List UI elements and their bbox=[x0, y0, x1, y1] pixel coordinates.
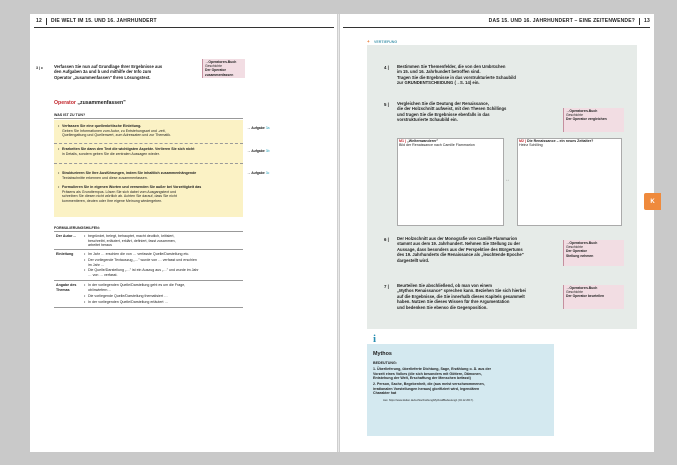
table-cell: • begründet, belegt, behauptet, macht deutlich, kritisiert, beschreibt, erläutert, erklärt, definiert, fasst zusammen, arbeitet heraus bbox=[88, 234, 238, 248]
task-number: 3 | c bbox=[36, 66, 43, 70]
table-cell: • Die Quelle/Darstellung „…" ist ein Auszug aus „…" und wurde im Jahr … von … verfasst. bbox=[88, 268, 238, 277]
table-cell: • In der vorliegenden Quelle/Darstellung erläutert … bbox=[88, 300, 238, 305]
formulation-heading: FORMULIERUNGSHILFEN: bbox=[54, 226, 100, 230]
info-item-2: 2. Person, Sache, Begebenheit, die (aus meist verschwommenen, irrationalen Vorstellungen heraus) glorifiziert wird, legendären Charakter hat bbox=[373, 382, 485, 396]
operator-book-ref[interactable]: →Operatoren-Buch Geschichte Der Operator zusammenfassen bbox=[202, 59, 245, 78]
table-cell: • Der vorliegende Textauszug „…" wurde von … verfasst und erschien im Jahr … bbox=[88, 258, 238, 267]
step-item: • Verfassen Sie eine quellenkritische Einleitung. Geben Sie Informationen zum Autor, zu Entstehungsart und -zeit, Quellengattung und Quellenwert, zum Adressaten und zur Thematik. bbox=[62, 124, 237, 138]
arrow-icon: → bbox=[566, 109, 570, 113]
table-cell: • Im Jahr … erschien die von … verfasste Quelle/Darstellung etc. bbox=[88, 252, 238, 257]
table-rule bbox=[54, 280, 243, 281]
table-row-label: Der Autor… bbox=[56, 234, 77, 238]
info-title: Mythos bbox=[373, 351, 392, 357]
operator-book-ref[interactable]: →Operatoren-Buch Geschichte Der Operator vergleichen bbox=[563, 108, 624, 132]
right-header-title: DAS 15. UND 16. JAHRHUNDERT – EINE ZEITENWENDE? bbox=[488, 18, 636, 24]
side-ref-3c[interactable]: → Aufgabe 3c bbox=[247, 171, 270, 175]
m2-frame bbox=[517, 138, 622, 226]
header-divider bbox=[46, 18, 47, 25]
arrow-icon: → bbox=[566, 241, 570, 245]
right-header-rule bbox=[343, 27, 650, 28]
step-item: • Formulieren Sie in eigenen Worten und verwenden Sie außer bei Vorzeitigkeit das Präsens als Grundtempus. Lösen Sie sich dabei vom Ausgangstext und schreiben Sie diesen nicht wörtlich ab. Achten Sie darauf, dass Sie nicht kommentieren, deuten oder Ihre eigene Meinung wiedergeben. bbox=[62, 185, 237, 203]
task-3c-text: Verfassen Sie nun auf Grundlage Ihrer Ergebnisse aus den Aufgaben 3a und b und mithilfe der Info zum Operator „zusammenfassen" Ihren Lösungstext. bbox=[54, 64, 163, 80]
task-number: 5 | bbox=[384, 102, 389, 107]
left-header bbox=[36, 17, 157, 25]
step-item: • Strukturieren Sie Ihre Ausführungen, indem Sie inhaltlich zusammenhängende Textabschnitte erkennen und diese zusammenfassen. bbox=[62, 171, 237, 180]
table-rule bbox=[54, 307, 243, 308]
section-rule bbox=[54, 118, 243, 119]
info-source: Aus: https://www.duden.de/rechtschreibung/Mythos#Bedeutung1 (04.12.2017). bbox=[383, 399, 474, 402]
table-rule bbox=[54, 231, 243, 232]
side-ref-3b[interactable]: → Aufgabe 3b bbox=[247, 149, 270, 153]
info-icon: i bbox=[373, 333, 377, 345]
table-row-label: Angabe des Themas bbox=[56, 283, 77, 292]
plus-icon: + bbox=[367, 39, 370, 44]
section-label: WAS IST ZU TUN? bbox=[54, 113, 86, 117]
arrow-icon: → bbox=[205, 60, 209, 64]
task-number: 7 | bbox=[384, 284, 389, 289]
header-divider bbox=[639, 18, 640, 25]
task-number: 6 | bbox=[384, 237, 389, 242]
operator-heading: Operator „zusammenfassen" bbox=[54, 100, 126, 106]
task-number: 4 | bbox=[384, 65, 389, 70]
left-header-title: DIE WELT IM 15. UND 16. JAHRHUNDERT bbox=[50, 18, 157, 24]
m1-caption: M1 | „Weltenwanderer" Bild der Renaissance nach Camille Flammarion bbox=[399, 139, 475, 148]
m1-frame bbox=[397, 138, 504, 226]
step-item: • Erarbeiten Sie dann den Text die wichtigsten Aspekte. Verlieren Sie sich nicht in Details, sondern geben Sie die zentralen Aussagen wieder. bbox=[62, 147, 237, 156]
task-6-text: Der Holzschnitt aus der Monografie von Camille Flammarion stammt aus dem 19. Jahrhundert. Nehmen Sie Stellung zu der Aussage, dass besonders aus der Perspektive des Bürgertums des 19. Jahrhunderts die Renaissance als „leuchtende Epoche" dargestellt wird. bbox=[397, 236, 524, 263]
info-label: BEDEUTUNG: bbox=[373, 361, 397, 365]
m2-caption: M2 | Die Renaissance – ein neues Zeitalter? Heinz Schilling bbox=[519, 139, 594, 148]
side-ref-3a[interactable]: → Aufgabe 3a bbox=[247, 126, 270, 130]
chapter-tab[interactable]: K bbox=[644, 193, 661, 210]
table-row-label: Einleitung bbox=[56, 252, 74, 256]
right-header bbox=[489, 17, 650, 25]
dashed-divider bbox=[54, 163, 243, 164]
operator-book-ref[interactable]: →Operatoren-Buch Geschichte Der Operator beurteilen bbox=[563, 285, 624, 309]
info-item-1: 1. Überlieferung, überlieferte Dichtung, Sage, Erzählung o. Ä. aus der Vorzeit eines Volkes (die sich besonders mit Göttern, Dämonen, Entstehung der Welt, Erschaffung der Menschen befasst) bbox=[373, 367, 492, 381]
left-page-number: 12 bbox=[36, 18, 42, 24]
left-header-rule bbox=[34, 27, 334, 28]
table-cell: • In der vorliegenden Quelle/Darstellung geht es um die Frage, ob/inwiefern… bbox=[88, 283, 238, 292]
task-7-text: Beurteilen Sie abschließend, ob man von einem „Mythos Renaissance" sprechen kann. Beziehen Sie sich hierbei auf die Ergebnisse, die Sie innerhalb dieses Kapitels gesammelt haben. Nutzen Sie dieses Wissen für Ihre Argumentation und bedenken Sie ebenso die Gegenposition. bbox=[397, 283, 526, 310]
section-label-vertiefung: VERTIEFUNG bbox=[374, 40, 398, 44]
right-page-number: 13 bbox=[644, 18, 650, 24]
dashed-divider bbox=[54, 143, 243, 144]
task-4-text: Bestimmen Sie Themenfelder, die von den Umbrüchen im 15. und 16. Jahrhundert betroffen sind. Tragen Sie die Ergebnisse in das vorstrukturierte Schaubild zur GRUNDENTSCHEIDUNG (→S. 14) ein. bbox=[397, 64, 516, 86]
table-rule bbox=[54, 249, 243, 250]
table-cell: • Die vorliegende Quelle/Darstellung thematisiert … bbox=[88, 294, 238, 299]
operator-book-ref[interactable]: →Operatoren-Buch Geschichte Der Operator Stellung nehmen bbox=[563, 240, 624, 266]
double-arrow-icon: ↔ bbox=[505, 177, 510, 183]
task-5-text: Vergleichen Sie die Deutung der Renaissance, die der Holzschnitt aufweist, mit den Thesen Schillings und tragen Sie die Ergebnisse ebenfalls in das vorstrukturierte Schaubild ein. bbox=[397, 101, 507, 123]
arrow-icon: → bbox=[566, 286, 570, 290]
